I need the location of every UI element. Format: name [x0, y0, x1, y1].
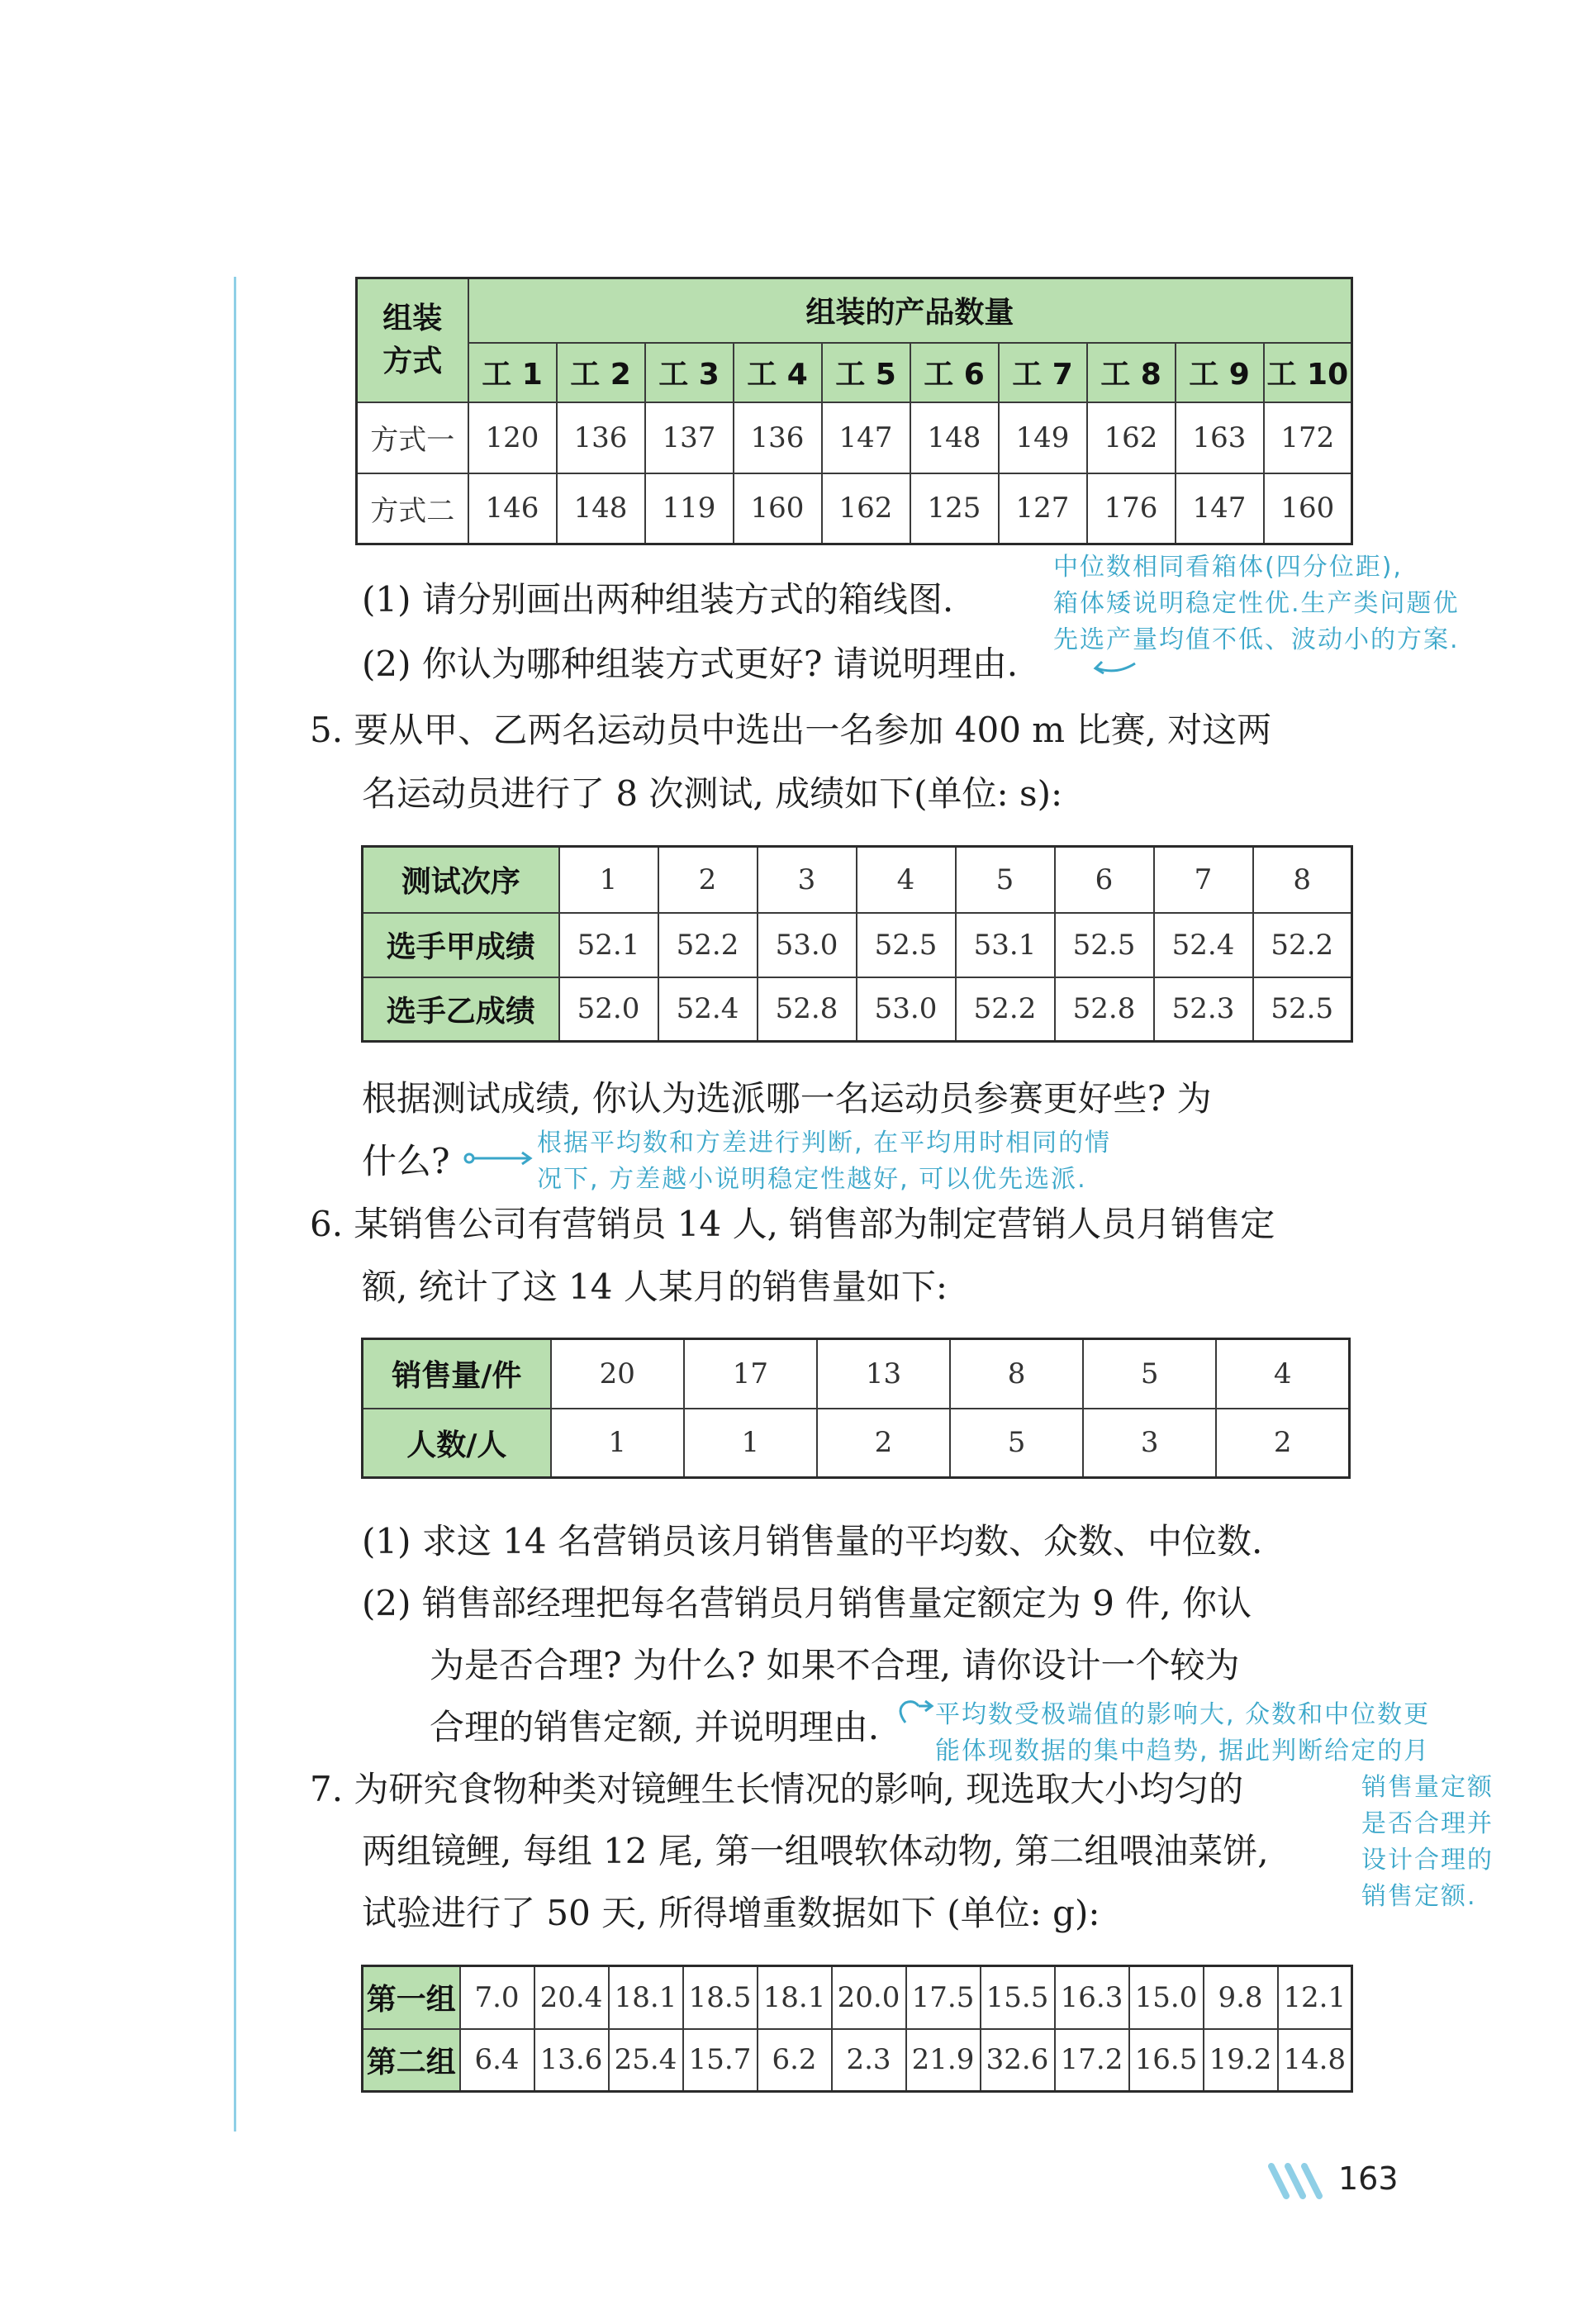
- race-times-table: [361, 845, 1353, 1043]
- note-arrow-icon: [894, 1698, 935, 1726]
- table-cell: 7.0: [460, 1966, 534, 2029]
- table-cell: 1: [684, 1409, 817, 1478]
- table-cell: 16.5: [1129, 2029, 1204, 2092]
- table-cell: 127: [999, 473, 1087, 544]
- row-label: 第二组: [363, 2029, 460, 2092]
- table-cell: 52.5: [1055, 913, 1154, 977]
- worker-header: 工 7: [999, 343, 1087, 402]
- table-cell: 2: [817, 1409, 950, 1478]
- row-label: 选手甲成绩: [363, 913, 559, 977]
- q7-line2: 两组镜鲤, 每组 12 尾, 第一组喂软体动物, 第二组喂油菜饼,: [362, 1831, 1269, 1871]
- assembly-method-header: 组装方式: [357, 278, 468, 402]
- test-number-cell: 2: [658, 847, 758, 913]
- note-arrow-icon: [1092, 657, 1138, 677]
- table-cell: 52.2: [956, 977, 1055, 1042]
- table-cell: 18.5: [683, 1966, 758, 2029]
- test-number-cell: 5: [956, 847, 1055, 913]
- margin-line: [234, 277, 236, 2132]
- worker-header: 工 8: [1087, 343, 1176, 402]
- row-label: 人数/人: [363, 1409, 551, 1478]
- table-cell: 148: [557, 473, 645, 544]
- table-cell: 15.0: [1129, 1966, 1204, 2029]
- table-cell: 148: [910, 402, 999, 473]
- table-cell: 162: [1087, 402, 1176, 473]
- handwritten-note-2: 根据平均数和方差进行判断, 在平均用时相同的情 况下, 方差越小说明稳定性越好, 可以优先选派.: [537, 1129, 1112, 1194]
- table-cell: 8: [950, 1339, 1083, 1409]
- q5-line4: 什么?: [362, 1141, 450, 1181]
- table-cell: 119: [645, 473, 734, 544]
- table-cell: 52.2: [1253, 913, 1352, 977]
- table-cell: 5: [950, 1409, 1083, 1478]
- table-cell: 136: [734, 402, 822, 473]
- table-cell: 19.2: [1204, 2029, 1278, 2092]
- worker-header: 工 9: [1176, 343, 1264, 402]
- table-cell: 6.2: [758, 2029, 832, 2092]
- product-count-header: 组装的产品数量: [468, 278, 1352, 343]
- table-cell: 17.5: [906, 1966, 981, 2029]
- q5-line2: 名运动员进行了 8 次测试, 成绩如下(单位: s):: [362, 773, 1063, 814]
- table-cell: 147: [822, 402, 910, 473]
- q7-line3: 试验进行了 50 天, 所得增重数据如下 (单位: g):: [362, 1893, 1100, 1933]
- table-cell: 160: [734, 473, 822, 544]
- test-number-cell: 1: [559, 847, 658, 913]
- worker-header: 工 2: [557, 343, 645, 402]
- table-cell: 176: [1087, 473, 1176, 544]
- q6-part2b: 为是否合理? 为什么? 如果不合理, 请你设计一个较为: [430, 1645, 1240, 1685]
- table-cell: 18.1: [609, 1966, 683, 2029]
- table-cell: 20.0: [832, 1966, 906, 2029]
- table-cell: 125: [910, 473, 999, 544]
- table-cell: 162: [822, 473, 910, 544]
- worker-header: 工 10: [1264, 343, 1352, 402]
- table-cell: 4: [1216, 1339, 1349, 1409]
- q6-part2a: (2) 销售部经理把每名营销员月销售量定额定为 9 件, 你认: [362, 1583, 1252, 1623]
- table-cell: 53.1: [956, 913, 1055, 977]
- table-cell: 5: [1083, 1339, 1216, 1409]
- table-cell: 120: [468, 402, 557, 473]
- table-cell: 9.8: [1204, 1966, 1278, 2029]
- table-cell: 21.9: [906, 2029, 981, 2092]
- table-cell: 52.5: [857, 913, 956, 977]
- table-cell: 20: [551, 1339, 684, 1409]
- table-cell: 15.5: [981, 1966, 1055, 2029]
- table-cell: 160: [1264, 473, 1352, 544]
- q6-line2: 额, 统计了这 14 人某月的销售量如下:: [362, 1267, 948, 1307]
- table-cell: 17: [684, 1339, 817, 1409]
- note-arrow-icon: [463, 1148, 537, 1168]
- q5-line1: 5. 要从甲、乙两名运动员中选出一名参加 400 m 比赛, 对这两: [310, 710, 1272, 750]
- table-cell: 2.3: [832, 2029, 906, 2092]
- table-cell: 32.6: [981, 2029, 1055, 2092]
- table-cell: 3: [1083, 1409, 1216, 1478]
- worker-header: 工 4: [734, 343, 822, 402]
- table-cell: 25.4: [609, 2029, 683, 2092]
- row-label: 方式二: [357, 473, 468, 544]
- worker-header: 工 1: [468, 343, 557, 402]
- table-cell: 14.8: [1278, 2029, 1352, 2092]
- row-label: 方式一: [357, 402, 468, 473]
- page-number-decoration-icon: [1268, 2163, 1334, 2199]
- table-cell: 53.0: [758, 913, 857, 977]
- test-number-cell: 6: [1055, 847, 1154, 913]
- table-cell: 149: [999, 402, 1087, 473]
- row-label: 第一组: [363, 1966, 460, 2029]
- page-number: 163: [1338, 2160, 1399, 2197]
- carp-weight-table: [361, 1965, 1353, 2093]
- table-cell: 15.7: [683, 2029, 758, 2092]
- assembly-table: [355, 277, 1353, 545]
- table-cell: 20.4: [534, 1966, 609, 2029]
- table-cell: 52.8: [758, 977, 857, 1042]
- table-cell: 163: [1176, 402, 1264, 473]
- table-cell: 52.4: [1154, 913, 1253, 977]
- sales-table: [361, 1338, 1351, 1479]
- table-cell: 53.0: [857, 977, 956, 1042]
- q5-line3: 根据测试成绩, 你认为选派哪一名运动员参赛更好些? 为: [362, 1078, 1212, 1119]
- table-cell: 52.1: [559, 913, 658, 977]
- q6-line1: 6. 某销售公司有营销员 14 人, 销售部为制定营销人员月销售定: [310, 1204, 1275, 1244]
- table-cell: 2: [1216, 1409, 1349, 1478]
- q4-part2: (2) 你认为哪种组装方式更好? 请说明理由.: [362, 644, 1019, 684]
- table-cell: 52.4: [658, 977, 758, 1042]
- table-cell: 6.4: [460, 2029, 534, 2092]
- q7-line1: 7. 为研究食物种类对镜鲤生长情况的影响, 现选取大小均匀的: [310, 1769, 1244, 1809]
- test-number-cell: 7: [1154, 847, 1253, 913]
- table-cell: 16.3: [1055, 1966, 1129, 2029]
- row-label: 选手乙成绩: [363, 977, 559, 1042]
- handwritten-note-1: 中位数相同看箱体(四分位距), 箱体矮说明稳定性优.生产类问题优 先选产量均值不低、波动小的方案.: [1053, 553, 1460, 654]
- worker-header: 工 6: [910, 343, 999, 402]
- table-cell: 136: [557, 402, 645, 473]
- table-cell: 52.2: [658, 913, 758, 977]
- table-cell: 13: [817, 1339, 950, 1409]
- row-label: 销售量/件: [363, 1339, 551, 1409]
- table-cell: 18.1: [758, 1966, 832, 2029]
- table-cell: 52.0: [559, 977, 658, 1042]
- worker-header: 工 5: [822, 343, 910, 402]
- test-number-cell: 4: [857, 847, 956, 913]
- table-cell: 12.1: [1278, 1966, 1352, 2029]
- table-cell: 52.8: [1055, 977, 1154, 1042]
- table-cell: 1: [551, 1409, 684, 1478]
- handwritten-note-3b: 销售量定额 是否合理并 设计合理的 销售定额.: [1361, 1773, 1494, 1911]
- table-cell: 137: [645, 402, 734, 473]
- table-cell: 17.2: [1055, 2029, 1129, 2092]
- table-cell: 147: [1176, 473, 1264, 544]
- q6-part1: (1) 求这 14 名营销员该月销售量的平均数、众数、中位数.: [362, 1521, 1263, 1561]
- table-cell: 146: [468, 473, 557, 544]
- q6-part2c: 合理的销售定额, 并说明理由.: [430, 1707, 880, 1747]
- test-number-cell: 3: [758, 847, 857, 913]
- table-cell: 52.5: [1253, 977, 1352, 1042]
- table-cell: 13.6: [534, 2029, 609, 2092]
- table-cell: 52.3: [1154, 977, 1253, 1042]
- worker-header: 工 3: [645, 343, 734, 402]
- table-cell: 172: [1264, 402, 1352, 473]
- q4-part1: (1) 请分别画出两种组装方式的箱线图.: [362, 579, 954, 620]
- handwritten-note-3: 平均数受极端值的影响大, 众数和中位数更 能体现数据的集中趋势, 据此判断给定的月: [935, 1700, 1431, 1766]
- test-number-cell: 8: [1253, 847, 1352, 913]
- test-order-header: 测试次序: [363, 847, 559, 913]
